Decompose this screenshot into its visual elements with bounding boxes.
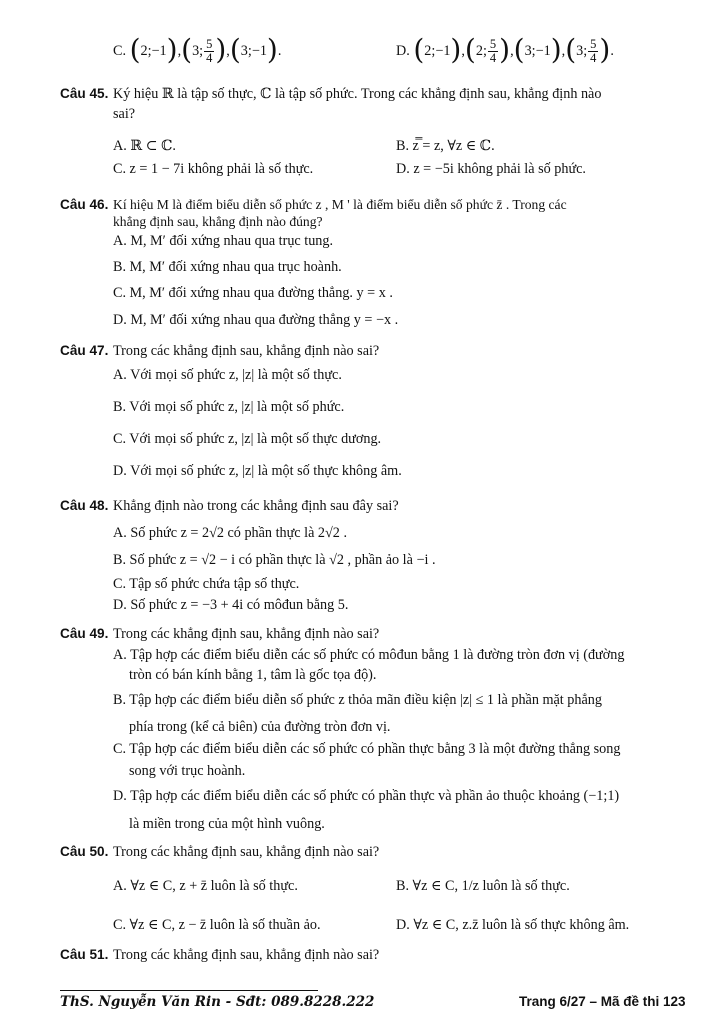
q50-option-b: B. ∀z ∈ C, 1/z luôn là số thực. bbox=[396, 878, 570, 894]
q50-label: Câu 50. bbox=[60, 844, 109, 859]
q46-option-a: A. M, M′ đối xứng nhau qua trục tung. bbox=[113, 233, 334, 249]
q45-option-a: A. ℝ ⊂ ℂ. bbox=[113, 138, 176, 154]
q48-option-b: B. Số phức z = √2 − i có phần thực là √2 , phần ảo là −i . bbox=[113, 552, 436, 568]
q46-option-c: C. M, M′ đối xứng nhau qua đường thẳng. y = x . bbox=[113, 285, 393, 301]
q47-label: Câu 47. bbox=[60, 343, 109, 358]
q47-option-a: A. Với mọi số phức z, |z| là một số thực. bbox=[113, 367, 342, 383]
q47-option-d: D. Với mọi số phức z, |z| là một số thực không âm. bbox=[113, 463, 402, 479]
q45-text-line1: Ký hiệu ℝ là tập số thực, ℂ là tập số phức. Trong các khẳng định sau, khẳng định nào bbox=[113, 86, 602, 102]
footer-divider bbox=[60, 990, 318, 991]
q50-option-c: C. ∀z ∈ C, z − z̄ luôn là số thuần ảo. bbox=[113, 917, 321, 933]
q46-option-d: D. M, M′ đối xứng nhau qua đường thẳng y = −x . bbox=[113, 312, 399, 328]
footer-author: ThS. Nguyễn Văn Rin - Sđt: 089.8228.222 bbox=[60, 994, 375, 1010]
q46-option-b: B. M, M′ đối xứng nhau qua trục hoành. bbox=[113, 259, 342, 275]
q48-text: Khẳng định nào trong các khẳng định sau đây sai? bbox=[113, 498, 399, 514]
q48-option-c: C. Tập số phức chứa tập số thực. bbox=[113, 576, 300, 592]
q51-label: Câu 51. bbox=[60, 947, 109, 962]
q49-text: Trong các khẳng định sau, khẳng định nào sai? bbox=[113, 626, 380, 642]
q49-label: Câu 49. bbox=[60, 626, 109, 641]
q44-option-c bbox=[113, 32, 282, 66]
q51-text: Trong các khẳng định sau, khẳng định nào sai? bbox=[113, 947, 380, 963]
q44-d-render: (2;−1),(2; $\frac{5}{4}$ ),(3;−1),(3; $\frac{5}{4}$ ). bbox=[413, 32, 614, 66]
q49-option-a-line1: A. Tập hợp các điểm biểu diễn các số phức có môđun bằng 1 là đường tròn đơn vị (đường bbox=[113, 647, 625, 663]
q44-option-d bbox=[396, 32, 614, 66]
q49-option-d-line2: là miền trong của một hình vuông. bbox=[129, 816, 325, 832]
q49-option-b-line1: B. Tập hợp các điểm biểu diễn số phức z thỏa mãn điều kiện |z| ≤ 1 là phần mặt phẳng bbox=[113, 692, 602, 708]
q49-option-b-line2: phía trong (kể cả biên) của đường tròn đơn vị. bbox=[129, 719, 391, 735]
q50-option-d: D. ∀z ∈ C, z.z̄ luôn là số thực không âm. bbox=[396, 917, 630, 933]
q47-text: Trong các khẳng định sau, khẳng định nào sai? bbox=[113, 343, 380, 359]
q47-option-b: B. Với mọi số phức z, |z| là một số phức. bbox=[113, 399, 345, 415]
q47-option-c: C. Với mọi số phức z, |z| là một số thực dương. bbox=[113, 431, 382, 447]
q46-label: Câu 46. bbox=[60, 197, 109, 212]
q45-label: Câu 45. bbox=[60, 86, 109, 101]
footer-page-number: Trang 6/27 – Mã đề thi 123 bbox=[519, 994, 686, 1009]
q45-option-c: C. z = 1 − 7i không phải là số thực. bbox=[113, 161, 314, 177]
q48-option-d: D. Số phức z = −3 + 4i có môđun bằng 5. bbox=[113, 597, 349, 613]
q49-option-c-line2: song với trục hoành. bbox=[129, 763, 246, 779]
q50-text: Trong các khẳng định sau, khẳng định nào sai? bbox=[113, 844, 380, 860]
q48-label: Câu 48. bbox=[60, 498, 109, 513]
q49-option-a-line2: tròn có bán kính bằng 1, tâm là gốc tọa độ). bbox=[129, 667, 377, 683]
q45-text-line2: sai? bbox=[113, 106, 136, 122]
q44-option-c-label: C. bbox=[113, 42, 127, 59]
q45-option-d: D. z = −5i không phải là số phức. bbox=[396, 161, 586, 177]
q46-text-line2: khẳng định sau, khẳng định nào đúng? bbox=[113, 214, 323, 229]
q50-option-a: A. ∀z ∈ C, z + z̄ luôn là số thực. bbox=[113, 878, 298, 894]
q46-text-line1: Kí hiệu M là điểm biểu diễn số phức z , M ' là điểm biểu diễn số phức z̄ . Trong các bbox=[113, 197, 567, 212]
q49-option-c-line1: C. Tập hợp các điểm biểu diễn các số phức có phần thực bằng 3 là một đường thẳng song bbox=[113, 741, 621, 757]
q44-option-d-label: D. bbox=[396, 42, 410, 59]
q49-option-d-line1: D. Tập hợp các điểm biểu diễn các số phức có phần thực và phần ảo thuộc khoảng (−1;1) bbox=[113, 788, 620, 804]
q48-option-a: A. Số phức z = 2√2 có phần thực là 2√2 . bbox=[113, 525, 347, 541]
q44-c-render: (2;−1),(3; $\frac{5}{4}$ ),(3;−1). bbox=[129, 32, 282, 66]
q45-option-b: B. z̿ = z, ∀z ∈ ℂ. bbox=[396, 138, 495, 154]
